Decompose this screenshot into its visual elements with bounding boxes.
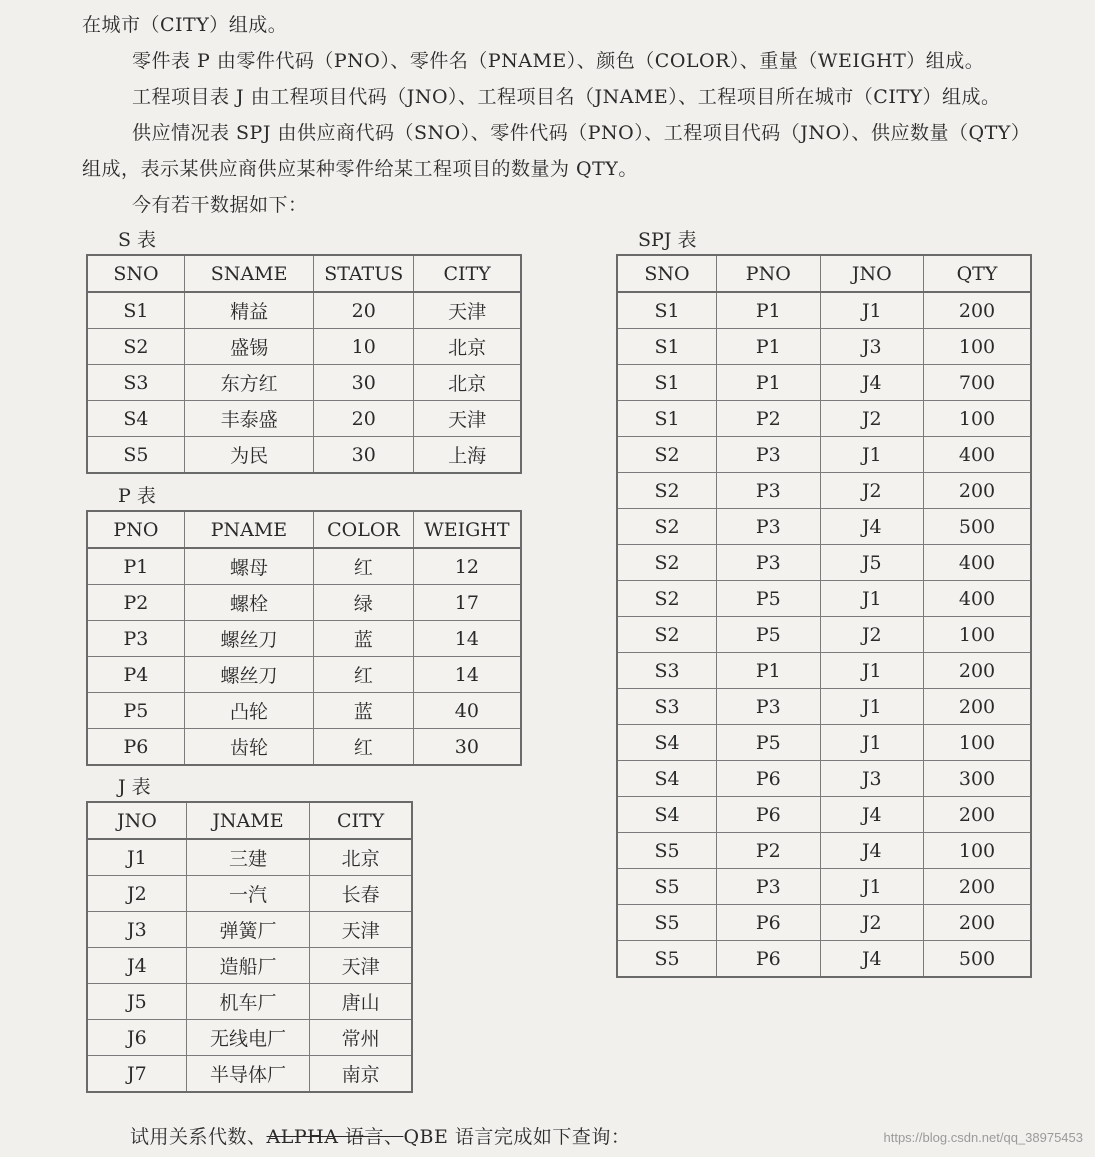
table-cell: S2 [87, 329, 184, 365]
table-cell: 无线电厂 [186, 1020, 309, 1056]
table-cell: S3 [87, 365, 184, 401]
table-row [87, 729, 521, 766]
table-cell: 天津 [310, 912, 412, 948]
table-row [617, 905, 1031, 941]
table-cell: J1 [820, 725, 923, 761]
table-row [87, 329, 521, 365]
table-cell: S2 [617, 617, 717, 653]
table-cell: P2 [87, 585, 184, 621]
table-cell: 精益 [184, 292, 313, 329]
table-row [617, 725, 1031, 761]
table-cell: 天津 [310, 948, 412, 984]
table-cell: 半导体厂 [186, 1056, 309, 1093]
j-table-caption: J 表 [118, 776, 151, 798]
table-cell: 30 [314, 365, 414, 401]
table-cell: P3 [717, 473, 821, 509]
table-cell: P3 [717, 689, 821, 725]
table-cell: J1 [820, 437, 923, 473]
table-cell: J5 [87, 984, 186, 1020]
table-cell: 200 [924, 797, 1031, 833]
table-cell: 唐山 [310, 984, 412, 1020]
table-cell: 凸轮 [184, 693, 313, 729]
column-header: CITY [414, 255, 521, 292]
table-cell: 北京 [414, 365, 521, 401]
table-cell: 机车厂 [186, 984, 309, 1020]
table-cell: J7 [87, 1056, 186, 1093]
table-cell: P2 [717, 401, 821, 437]
table-cell: 200 [924, 869, 1031, 905]
table-cell: 螺丝刀 [184, 657, 313, 693]
table-cell: J1 [820, 581, 923, 617]
j-table [86, 801, 413, 1093]
table-row [617, 833, 1031, 869]
table-row [87, 693, 521, 729]
table-cell: 100 [924, 617, 1031, 653]
paragraph-line: 供应情况表 SPJ 由供应商代码（SNO）、零件代码（PNO）、工程项目代码（JNO）、供应数量（QTY） [132, 122, 1031, 144]
table-cell: S2 [617, 437, 717, 473]
table-cell: J3 [87, 912, 186, 948]
table-row [87, 1020, 412, 1056]
paragraph-line: 工程项目表 J 由工程项目代码（JNO）、工程项目名（JNAME）、工程项目所在城市（CITY）组成。 [132, 86, 1001, 108]
table-cell: 为民 [184, 437, 313, 474]
table-cell: P1 [717, 329, 821, 365]
spj-table-caption: SPJ 表 [638, 229, 697, 251]
table-row [617, 473, 1031, 509]
table-cell: 14 [413, 621, 521, 657]
table-cell: S5 [617, 833, 717, 869]
table-row [87, 585, 521, 621]
table-cell: P6 [717, 797, 821, 833]
table-cell: P4 [87, 657, 184, 693]
table-cell: S2 [617, 473, 717, 509]
table-cell: J2 [820, 617, 923, 653]
table-row [617, 689, 1031, 725]
column-header: PNO [717, 255, 821, 292]
table-cell: 齿轮 [184, 729, 313, 766]
table-cell: 长春 [310, 876, 412, 912]
table-cell: 三建 [186, 839, 309, 876]
table-cell: 一汽 [186, 876, 309, 912]
table-cell: J2 [87, 876, 186, 912]
column-header: JNO [87, 802, 186, 839]
table-cell: 常州 [310, 1020, 412, 1056]
footer-rest: QBE 语言完成如下查询： [403, 1126, 631, 1148]
table-cell: 30 [314, 437, 414, 474]
table-cell: S1 [87, 292, 184, 329]
column-header: PNO [87, 511, 184, 548]
table-cell: 20 [314, 292, 414, 329]
column-header: SNAME [184, 255, 313, 292]
header-row [617, 255, 1031, 292]
footer-struck-text: ALPHA 语言、 [266, 1126, 404, 1148]
table-cell: J1 [820, 689, 923, 725]
table-row [87, 984, 412, 1020]
table-cell: 弹簧厂 [186, 912, 309, 948]
table-cell: S4 [617, 725, 717, 761]
p-table-caption: P 表 [118, 485, 156, 507]
footer-lead: 试用关系代数、 [130, 1126, 267, 1148]
table-cell: 造船厂 [186, 948, 309, 984]
table-cell: P6 [87, 729, 184, 766]
table-row [617, 869, 1031, 905]
table-cell: J2 [820, 473, 923, 509]
table-cell: J3 [820, 761, 923, 797]
table-cell: J3 [820, 329, 923, 365]
table-cell: 南京 [310, 1056, 412, 1093]
table-cell: S5 [87, 437, 184, 474]
table-cell: J1 [820, 292, 923, 329]
table-cell: P5 [717, 725, 821, 761]
header-row [87, 511, 521, 548]
table-cell: P3 [717, 509, 821, 545]
table-cell: P1 [87, 548, 184, 585]
table-row [87, 401, 521, 437]
table-cell: S4 [87, 401, 184, 437]
column-header: PNAME [184, 511, 313, 548]
table-cell: S1 [617, 292, 717, 329]
table-cell: 北京 [414, 329, 521, 365]
column-header: CITY [310, 802, 412, 839]
s-table-caption: S 表 [118, 229, 157, 251]
table-cell: 200 [924, 689, 1031, 725]
table-cell: J4 [820, 509, 923, 545]
table-cell: 螺母 [184, 548, 313, 585]
column-header: JNO [820, 255, 923, 292]
table-cell: 红 [314, 548, 414, 585]
table-row [617, 941, 1031, 978]
table-cell: 100 [924, 833, 1031, 869]
table-cell: 200 [924, 905, 1031, 941]
table-cell: 红 [314, 729, 414, 766]
table-cell: 30 [413, 729, 521, 766]
table-row [87, 548, 521, 585]
p-table [86, 510, 522, 766]
column-header: STATUS [314, 255, 414, 292]
table-cell: S2 [617, 545, 717, 581]
column-header: WEIGHT [413, 511, 521, 548]
table-cell: P1 [717, 292, 821, 329]
table-cell: 绿 [314, 585, 414, 621]
column-header: QTY [924, 255, 1031, 292]
table-row [617, 545, 1031, 581]
table-cell: 上海 [414, 437, 521, 474]
table-row [87, 365, 521, 401]
table-row [617, 761, 1031, 797]
table-cell: S4 [617, 761, 717, 797]
footer-line [130, 1122, 630, 1149]
table-cell: 14 [413, 657, 521, 693]
table-cell: P6 [717, 761, 821, 797]
table-cell: 螺栓 [184, 585, 313, 621]
table-row [617, 365, 1031, 401]
table-cell: 螺丝刀 [184, 621, 313, 657]
table-cell: 东方红 [184, 365, 313, 401]
table-cell: J4 [820, 833, 923, 869]
paragraph-line: 组成，表示某供应商供应某种零件给某工程项目的数量为 QTY。 [82, 158, 638, 180]
table-row [617, 653, 1031, 689]
table-row [87, 876, 412, 912]
table-cell: 300 [924, 761, 1031, 797]
table-row [617, 401, 1031, 437]
watermark: https://blog.csdn.net/qq_38975453 [883, 1130, 1083, 1145]
table-cell: 100 [924, 401, 1031, 437]
table-cell: 200 [924, 292, 1031, 329]
table-cell: P5 [717, 617, 821, 653]
table-cell: S1 [617, 329, 717, 365]
table-row [617, 797, 1031, 833]
table-cell: J4 [820, 797, 923, 833]
table-cell: 200 [924, 473, 1031, 509]
table-cell: 北京 [310, 839, 412, 876]
s-table [86, 254, 522, 474]
table-cell: 蓝 [314, 621, 414, 657]
table-cell: 天津 [414, 292, 521, 329]
table-cell: 17 [413, 585, 521, 621]
table-cell: S5 [617, 941, 717, 978]
column-header: SNO [87, 255, 184, 292]
table-cell: S1 [617, 401, 717, 437]
table-row [87, 948, 412, 984]
table-row [617, 329, 1031, 365]
table-cell: P5 [87, 693, 184, 729]
table-cell: P6 [717, 941, 821, 978]
table-cell: P3 [717, 869, 821, 905]
table-cell: P6 [717, 905, 821, 941]
table-cell: P1 [717, 653, 821, 689]
table-cell: J4 [820, 365, 923, 401]
table-cell: P3 [717, 437, 821, 473]
table-row [87, 1056, 412, 1093]
table-cell: 100 [924, 329, 1031, 365]
table-row [87, 912, 412, 948]
table-cell: S3 [617, 653, 717, 689]
table-cell: J4 [87, 948, 186, 984]
spj-table [616, 254, 1032, 978]
table-row [617, 437, 1031, 473]
table-cell: 500 [924, 941, 1031, 978]
table-cell: 400 [924, 545, 1031, 581]
table-cell: 400 [924, 581, 1031, 617]
table-cell: 天津 [414, 401, 521, 437]
table-cell: J1 [87, 839, 186, 876]
paragraph-line: 今有若干数据如下： [132, 194, 308, 216]
table-row [87, 657, 521, 693]
table-cell: 红 [314, 657, 414, 693]
table-row [617, 292, 1031, 329]
table-cell: P2 [717, 833, 821, 869]
table-cell: S3 [617, 689, 717, 725]
column-header: JNAME [186, 802, 309, 839]
table-row [617, 617, 1031, 653]
table-cell: 12 [413, 548, 521, 585]
table-row [87, 292, 521, 329]
table-cell: 200 [924, 653, 1031, 689]
table-row [617, 509, 1031, 545]
table-cell: P3 [87, 621, 184, 657]
table-cell: 100 [924, 725, 1031, 761]
table-cell: 10 [314, 329, 414, 365]
paragraph-line: 零件表 P 由零件代码（PNO）、零件名（PNAME）、颜色（COLOR）、重量（WEIGHT）组成。 [132, 50, 985, 72]
table-cell: J2 [820, 401, 923, 437]
header-row [87, 255, 521, 292]
table-cell: S2 [617, 509, 717, 545]
table-cell: 700 [924, 365, 1031, 401]
table-cell: 蓝 [314, 693, 414, 729]
column-header: SNO [617, 255, 717, 292]
header-row [87, 802, 412, 839]
table-row [87, 839, 412, 876]
table-cell: 丰泰盛 [184, 401, 313, 437]
table-cell: P3 [717, 545, 821, 581]
table-cell: 400 [924, 437, 1031, 473]
paragraph-line: 在城市（CITY）组成。 [82, 14, 288, 36]
column-header: COLOR [314, 511, 414, 548]
table-cell: 盛锡 [184, 329, 313, 365]
table-cell: J4 [820, 941, 923, 978]
table-cell: S5 [617, 905, 717, 941]
table-cell: 500 [924, 509, 1031, 545]
table-cell: P1 [717, 365, 821, 401]
table-cell: 20 [314, 401, 414, 437]
table-row [617, 581, 1031, 617]
table-cell: J1 [820, 869, 923, 905]
table-cell: J6 [87, 1020, 186, 1056]
table-cell: 40 [413, 693, 521, 729]
table-cell: J1 [820, 653, 923, 689]
table-cell: S2 [617, 581, 717, 617]
table-row [87, 621, 521, 657]
table-cell: J2 [820, 905, 923, 941]
table-cell: S4 [617, 797, 717, 833]
table-cell: P5 [717, 581, 821, 617]
table-cell: S1 [617, 365, 717, 401]
table-row [87, 437, 521, 474]
table-cell: J5 [820, 545, 923, 581]
table-cell: S5 [617, 869, 717, 905]
